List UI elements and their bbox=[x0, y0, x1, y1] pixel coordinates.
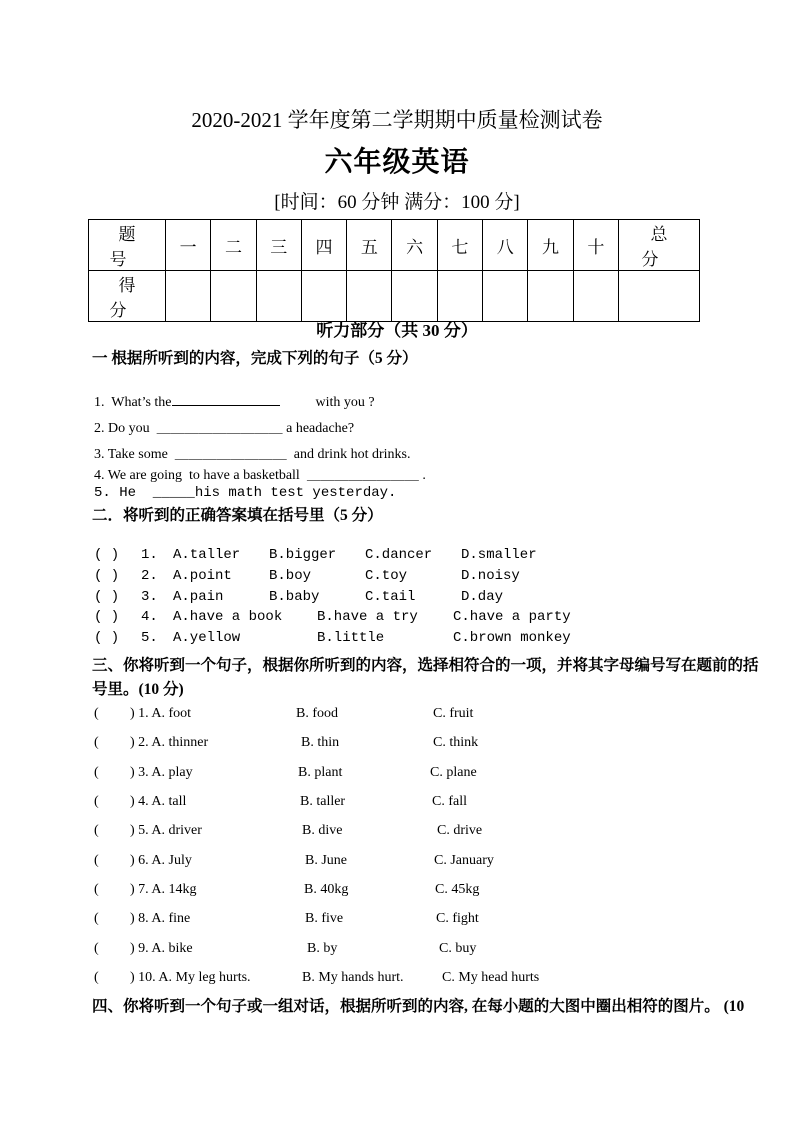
score-table-score-row bbox=[89, 271, 700, 322]
answer-paren[interactable]: ( bbox=[94, 735, 99, 750]
score-cell: 五 bbox=[347, 220, 392, 271]
answer-paren[interactable]: ( bbox=[94, 823, 99, 838]
question-option-a: ) 1. A. foot bbox=[130, 706, 192, 721]
score-input-cell[interactable] bbox=[211, 271, 256, 322]
score-cell: 九 bbox=[528, 220, 573, 271]
score-input-cell[interactable] bbox=[437, 271, 482, 322]
score-input-cell[interactable] bbox=[619, 271, 700, 322]
score-cell: 一 bbox=[166, 220, 211, 271]
answer-paren[interactable]: ( ) bbox=[94, 609, 120, 625]
option-c: C.toy bbox=[365, 568, 408, 584]
score-cell: 二 bbox=[211, 220, 256, 271]
answer-paren[interactable]: ( bbox=[94, 765, 99, 780]
part3-heading-line1: 三、你将听到一个句子，根据你所听到的内容，选择相符合的一项，并将其字母编号写在题前的括 bbox=[92, 657, 759, 674]
question-option-a: ) 9. A. bike bbox=[130, 941, 193, 956]
option-d: D.day bbox=[461, 589, 504, 605]
answer-paren[interactable]: ( ) bbox=[94, 630, 120, 646]
option-c: C.tail bbox=[365, 589, 416, 605]
part1-item-4: 4. We are going to have a basketball ＿＿＿＿＿＿＿＿ . bbox=[94, 468, 426, 483]
option-b: B. plant bbox=[298, 765, 343, 780]
question-option-a: ) 10. A. My leg hurts. bbox=[130, 970, 251, 985]
option-c: C.have a party bbox=[453, 609, 571, 625]
question-number: 3. bbox=[141, 589, 158, 605]
part1-item-1 bbox=[94, 391, 375, 411]
question-option-a: ) 2. A. thinner bbox=[130, 735, 209, 750]
option-b: B. My hands hurt. bbox=[302, 970, 404, 985]
option-d: D.noisy bbox=[461, 568, 520, 584]
score-cell: 十 bbox=[573, 220, 618, 271]
option-b: B. by bbox=[307, 941, 338, 956]
option-b: B. taller bbox=[300, 794, 346, 809]
option-b: B. five bbox=[305, 911, 344, 926]
part2-heading: 二．将听到的正确答案填在括号里（5 分） bbox=[92, 507, 383, 524]
score-row-label: 得 分 bbox=[89, 271, 166, 322]
part1-item-5 bbox=[94, 485, 396, 501]
option-a: A.pain bbox=[173, 589, 224, 605]
score-cell: 总 分 bbox=[619, 220, 700, 271]
score-input-cell[interactable] bbox=[392, 271, 437, 322]
score-cell: 题 号 bbox=[89, 220, 166, 271]
option-c: C. 45kg bbox=[435, 882, 480, 897]
option-b: B. June bbox=[305, 853, 347, 868]
option-b: B.have a try bbox=[317, 609, 418, 625]
answer-blank[interactable] bbox=[172, 391, 280, 406]
score-cell: 四 bbox=[301, 220, 346, 271]
answer-paren[interactable]: ( bbox=[94, 794, 99, 809]
score-table bbox=[88, 219, 700, 322]
score-table-header-row bbox=[89, 220, 700, 271]
option-c: C. fall bbox=[432, 794, 467, 809]
question-number: 5. bbox=[141, 630, 158, 646]
option-c: C. drive bbox=[437, 823, 483, 838]
score-input-cell[interactable] bbox=[166, 271, 211, 322]
item-text: 1. What’s the bbox=[94, 395, 172, 410]
part1-heading: 一 根据所听到的内容，完成下列的句子（5 分） bbox=[92, 350, 418, 367]
option-d: D.smaller bbox=[461, 547, 537, 563]
question-number: 4. bbox=[141, 609, 158, 625]
option-a: A.point bbox=[173, 568, 232, 584]
answer-paren[interactable]: ( bbox=[94, 882, 99, 897]
option-c: C.dancer bbox=[365, 547, 433, 563]
score-input-cell[interactable] bbox=[347, 271, 392, 322]
answer-paren[interactable]: ( ) bbox=[94, 547, 120, 563]
option-b: B.bigger bbox=[269, 547, 337, 563]
question-option-a: ) 7. A. 14kg bbox=[130, 882, 197, 897]
score-cell: 三 bbox=[256, 220, 301, 271]
option-c: C. January bbox=[434, 853, 494, 868]
item-text: with you ? bbox=[315, 395, 375, 410]
question-option-a: ) 8. A. fine bbox=[130, 911, 191, 926]
score-cell: 七 bbox=[437, 220, 482, 271]
part1-item-3: 3. Take some ＿＿＿＿＿＿＿＿ and drink hot drinks. bbox=[94, 447, 411, 462]
part1-item-2: 2. Do you ＿＿＿＿＿＿＿＿＿ a headache? bbox=[94, 421, 355, 436]
score-input-cell[interactable] bbox=[483, 271, 528, 322]
option-a: A.have a book bbox=[173, 609, 283, 625]
answer-paren[interactable]: ( bbox=[94, 941, 99, 956]
listening-section-title: 听力部分（共 30 分） bbox=[316, 321, 478, 340]
option-c: C. plane bbox=[430, 765, 477, 780]
option-c: C. buy bbox=[439, 941, 477, 956]
option-c: C. fight bbox=[436, 911, 479, 926]
score-cell: 八 bbox=[483, 220, 528, 271]
score-input-cell[interactable] bbox=[573, 271, 618, 322]
question-option-a: ) 3. A. play bbox=[130, 765, 193, 780]
option-a: A.yellow bbox=[173, 630, 241, 646]
exam-title: 2020-2021 学年度第二学期期中质量检测试卷 bbox=[191, 108, 603, 132]
score-input-cell[interactable] bbox=[301, 271, 346, 322]
answer-paren[interactable]: ( bbox=[94, 853, 99, 868]
answer-paren[interactable]: ( ) bbox=[94, 589, 120, 605]
option-b: B. food bbox=[296, 706, 338, 721]
answer-paren[interactable]: ( bbox=[94, 706, 99, 721]
answer-paren[interactable]: ( ) bbox=[94, 568, 120, 584]
option-c: C.brown monkey bbox=[453, 630, 571, 646]
option-b: B. 40kg bbox=[304, 882, 349, 897]
question-option-a: ) 5. A. driver bbox=[130, 823, 202, 838]
question-option-a: ) 4. A. tall bbox=[130, 794, 187, 809]
score-input-cell[interactable] bbox=[528, 271, 573, 322]
question-number: 1. bbox=[141, 547, 158, 563]
option-c: C. think bbox=[433, 735, 479, 750]
score-cell: 六 bbox=[392, 220, 437, 271]
answer-paren[interactable]: ( bbox=[94, 970, 99, 985]
option-b: B. dive bbox=[302, 823, 343, 838]
time-info: [时间：60 分钟 满分：100 分] bbox=[274, 192, 520, 213]
option-c: C. My head hurts bbox=[442, 970, 540, 985]
part4-heading: 四、你将听到一个句子或一组对话，根据所听到的内容, 在每小题的大图中圈出相符的图片。 (10 bbox=[92, 998, 745, 1015]
question-option-a: ) 6. A. July bbox=[130, 853, 192, 868]
option-c: C. fruit bbox=[433, 706, 474, 721]
score-input-cell[interactable] bbox=[256, 271, 301, 322]
part3-heading-line2: 号里。(10 分) bbox=[92, 681, 184, 698]
subject-title: 六年级英语 bbox=[324, 147, 470, 178]
option-b: B. thin bbox=[301, 735, 340, 750]
option-b: B.little bbox=[317, 630, 385, 646]
answer-paren[interactable]: ( bbox=[94, 911, 99, 926]
option-b: B.boy bbox=[269, 568, 312, 584]
option-a: A.taller bbox=[173, 547, 241, 563]
question-number: 2. bbox=[141, 568, 158, 584]
item-text: 5. He _____his math test yesterday. bbox=[94, 485, 397, 501]
option-b: B.baby bbox=[269, 589, 320, 605]
